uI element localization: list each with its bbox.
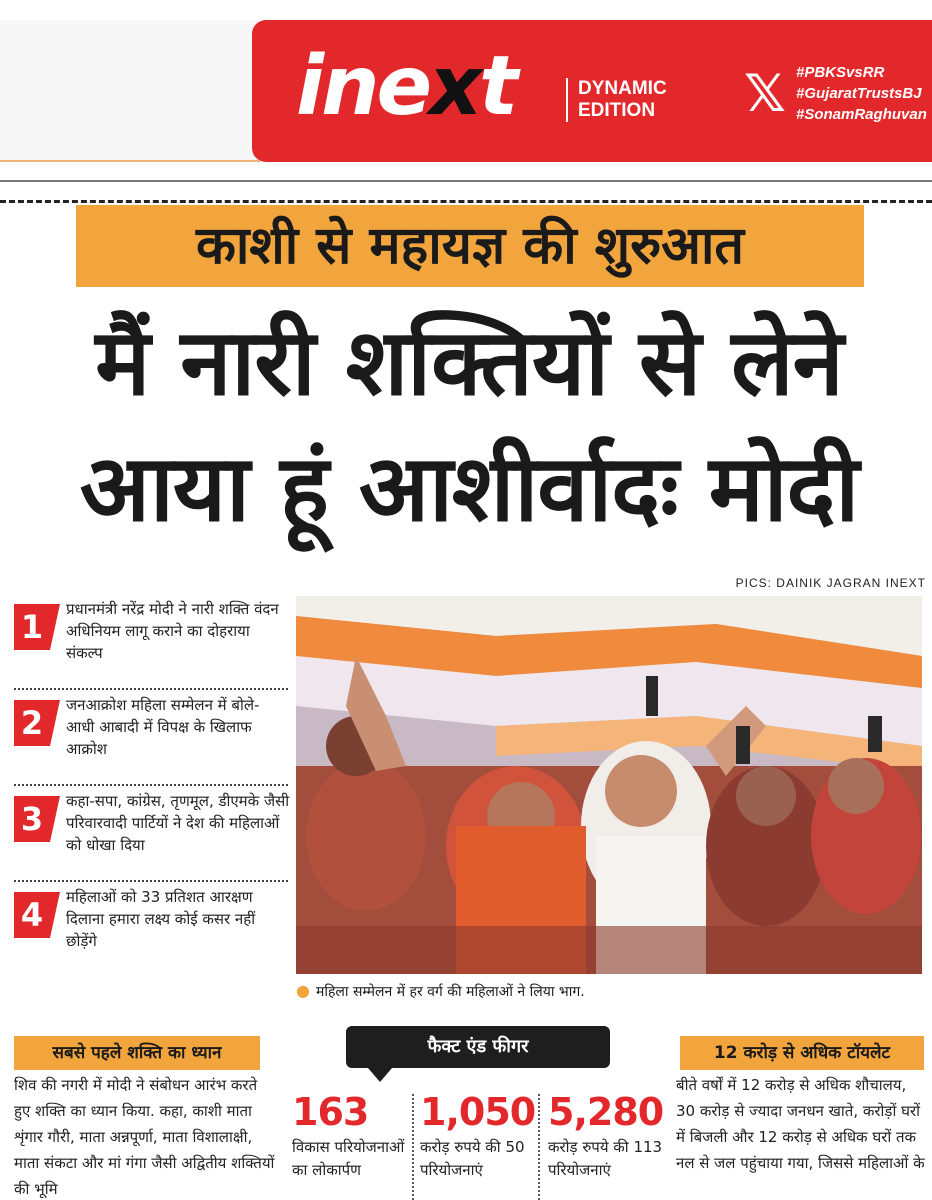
main-headline: [14, 300, 924, 552]
trending-hashtags: [796, 62, 932, 125]
key-point: [14, 594, 288, 690]
masthead: [0, 0, 932, 185]
hashtag[interactable]: #GujaratTrustsBJ: [796, 85, 922, 102]
key-point: [14, 882, 288, 978]
logo-main: ine: [296, 39, 430, 134]
point-number: 2: [14, 700, 50, 746]
key-points-list: [14, 594, 288, 978]
edition-label: [566, 78, 676, 122]
dashed-divider: [0, 200, 932, 203]
headline-line1: मैं नारी शक्तियों से लेने: [95, 309, 843, 416]
edition-line2: EDITION: [578, 100, 656, 121]
fact-separator: [538, 1094, 540, 1200]
right-column-body: बीते वर्षों में 12 करोड़ से अधिक शौचालय, 30 करोड़ से ज्यादा जनधन खाते, करोड़ों घरों में बिजली और 12 करोड़ से अधिक घरों तक नल से जल पहुंचाया गया, जिससे महिलाओं के: [676, 1076, 925, 1172]
facts-title: फैक्ट एंड फीगर: [346, 1026, 610, 1068]
point-number: 4: [14, 892, 50, 938]
left-column-title: सबसे पहले शक्ति का ध्यान: [14, 1036, 260, 1070]
logo-end: t: [479, 39, 516, 134]
caption-text: महिला सम्मेलन में हर वर्ग की महिलाओं ने लिया भाग.: [315, 984, 585, 1000]
edition-line1: DYNAMIC: [578, 78, 667, 99]
fact-number: 5,280: [548, 1090, 664, 1134]
bullet-dot-icon: ●: [296, 981, 310, 1000]
event-photo[interactable]: [296, 596, 922, 974]
hashtag[interactable]: #SonamRaghuvan: [796, 106, 927, 123]
point-number: 1: [14, 604, 50, 650]
photo-caption: [296, 980, 922, 1003]
fact-separator: [412, 1094, 414, 1200]
headline-line2: आया हूं आशीर्वादः मोदी: [79, 435, 859, 542]
fact-item: [548, 1088, 672, 1182]
fact-item: [420, 1088, 544, 1182]
fact-item: [292, 1088, 416, 1182]
kicker-headline: काशी से महायज्ञ की शुरुआत: [195, 216, 745, 276]
fact-text: विकास परियोजनाओं का लोकार्पण: [292, 1138, 405, 1179]
facts-title-pointer: [368, 1068, 392, 1082]
crowd-photo-illustration: [296, 596, 922, 974]
logo-x: x: [429, 39, 480, 134]
hashtag[interactable]: #PBKSvsRR: [796, 64, 885, 81]
fact-text: करोड़ रुपये की 50 परियोजनाएं: [420, 1138, 525, 1179]
fact-text: करोड़ रुपये की 113 परियोजनाएं: [548, 1138, 663, 1179]
point-text: जनआक्रोश महिला सम्मेलन में बोले- आधी आबादी में विपक्ष के खिलाफ आक्रोश: [66, 696, 260, 758]
photo-credit: PICS: DAINIK JAGRAN INEXT: [735, 576, 926, 590]
inext-logo[interactable]: [296, 39, 516, 134]
right-column-title: 12 करोड़ से अधिक टॉयलेट: [680, 1036, 924, 1070]
point-text: महिलाओं को 33 प्रतिशत आरक्षण दिलाना हमारा लक्ष्य कोई कसर नहीं छोड़ेंगे: [66, 888, 256, 950]
masthead-divider: [0, 180, 932, 182]
point-number: 3: [14, 796, 50, 842]
fact-number: 1,050: [420, 1090, 536, 1134]
key-point: [14, 786, 288, 882]
x-logo-icon[interactable]: 𝕏: [744, 64, 786, 124]
left-column-body: शिव की नगरी में मोदी ने संबोधन आरंभ करते हुए शक्ति का ध्यान किया. कहा, काशी माता शृंगार गौरी, माता अन्नपूर्णा, माता विशालाक्षी, माता संकटा और मां गंगा जैसी अद्वितीय शक्तियों की भूमि: [14, 1076, 275, 1198]
masthead-left-panel: [0, 20, 260, 162]
fact-number: 163: [292, 1090, 369, 1134]
key-point: [14, 690, 288, 786]
point-text: प्रधानमंत्री नरेंद्र मोदी ने नारी शक्ति वंदन अधिनियम लागू कराने का दोहराया संकल्प: [66, 600, 279, 662]
point-text: कहा-सपा, कांग्रेस, तृणमूल, डीएमके जैसी परिवारवादी पार्टियों ने देश की महिलाओं को धोखा दिया: [66, 792, 290, 854]
